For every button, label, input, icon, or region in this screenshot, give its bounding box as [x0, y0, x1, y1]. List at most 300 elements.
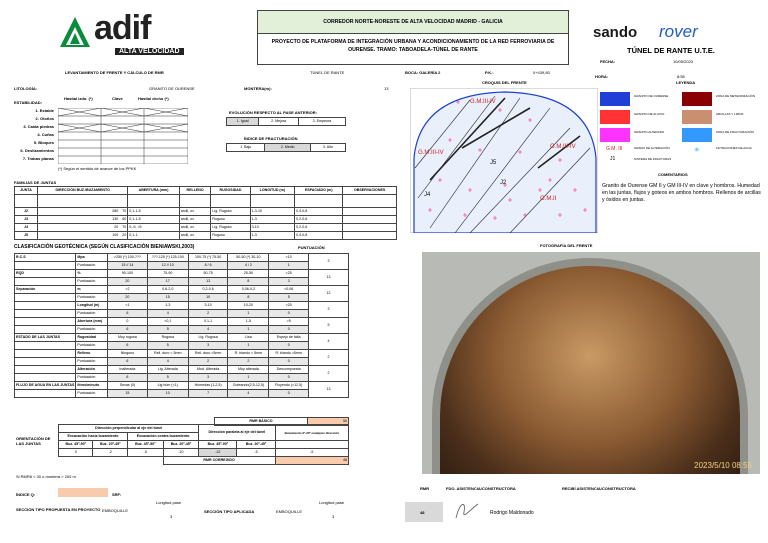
- croquis-label: G.M.III-IV: [470, 99, 496, 105]
- rmr-basico-value: 50: [308, 418, 349, 426]
- clasif-sub: Puntuación: [76, 262, 108, 270]
- orient-col: Buz. 20º-45º: [93, 441, 127, 449]
- estab-row-label: 3. Caída piedras: [23, 124, 54, 129]
- comentarios-text: Granito de Ourense GM II y GM III-IV en clave y hombros. Humedad en las juntas, flujos y goteos en ambos hombros. Rellenos de arcillas y óxidos en juntas.: [602, 183, 761, 204]
- evol-igual: 1. Igual: [227, 118, 259, 126]
- clasif-cell: 17: [147, 278, 188, 286]
- table-row: [15, 262, 349, 270]
- croquis-label: G.M.III-IV: [418, 150, 444, 156]
- table-row: [15, 254, 349, 262]
- clasif-table: [14, 253, 349, 398]
- firmante-nombre: Rodrigo Maldonado: [490, 510, 534, 516]
- clasif-score: 3: [309, 302, 349, 318]
- orientacion-block: [14, 424, 349, 468]
- clasif-cell: 0: [269, 310, 309, 318]
- clasif-sub: Puntuación: [76, 342, 108, 350]
- clasif-group: [15, 318, 76, 326]
- clasif-cell: 4: [188, 326, 228, 334]
- table-row: [15, 232, 397, 240]
- fracturacion-title: ÍNDICE DE FRACTURACIÓN: [244, 136, 298, 141]
- clasif-group: [15, 278, 76, 286]
- clasif-sub: litros/minuto: [76, 382, 108, 390]
- fam-header: LONGITUD (m): [250, 187, 295, 195]
- longitud-value-1: 3: [170, 514, 173, 519]
- orient-col: Buz. 45º-90º: [59, 441, 93, 449]
- estab-row-label: 5. Bloques: [33, 140, 54, 145]
- evol-empeora: 3. Empeora: [298, 118, 345, 126]
- clasif-cell: Lig. Rugosa: [188, 334, 228, 342]
- clasif-cell: Muy rugosa: [108, 334, 148, 342]
- tunnel-name: TÚNEL DE RANTE: [310, 70, 345, 75]
- adif-subtitle: ALTA VELOCIDAD: [115, 48, 184, 55]
- clasif-cell: <10: [269, 254, 309, 262]
- familias-table: [14, 186, 397, 240]
- clasif-cell: 15: [147, 294, 188, 302]
- croquis-label: J4: [424, 192, 431, 198]
- legend-swatch: [600, 92, 630, 106]
- corridor-title: CORREDOR NORTE-NORESTE DE ALTA VELOCIDAD MADRID - GALICIA: [323, 19, 503, 25]
- fam-header: RELLENO: [179, 187, 211, 195]
- clasif-cell: Mod. Alterada: [188, 366, 228, 374]
- clasif-cell: 1-5: [228, 318, 269, 326]
- fecha-value: 10/05/2023: [673, 59, 694, 64]
- clasif-sub: m: [76, 286, 108, 294]
- legend-swatch: [682, 128, 712, 142]
- clasif-cell: 90-100: [108, 270, 148, 278]
- montera-value: 13: [384, 86, 389, 91]
- fam-cell: [343, 208, 397, 216]
- clasif-sub: Puntuación: [76, 326, 108, 334]
- evol-mejora: 2. Mejora: [259, 118, 298, 126]
- clasif-sub: Abertura (mm): [76, 318, 108, 326]
- hora-value: 8:55: [677, 74, 685, 79]
- clasif-cell: Rell. duro >5mm: [188, 350, 228, 358]
- ute-logo: [593, 24, 743, 64]
- evolucion-title: EVOLUCIÓN RESPECTO AL PASE ANTERIOR:: [229, 110, 317, 115]
- clasif-sub: Puntuación: [76, 390, 108, 398]
- table-row: [15, 310, 349, 318]
- orient-col: Buz. 20º-45º: [237, 441, 275, 449]
- table-row: [15, 294, 349, 302]
- estabilidad-note: (*) Según el sentido de avance de los PPKK: [58, 166, 137, 171]
- clasif-cell: 1: [228, 310, 269, 318]
- clasif-group: [15, 374, 76, 382]
- orient-val: -2: [93, 449, 127, 457]
- clasif-sub: Puntuación: [76, 310, 108, 318]
- frac-alto: 3. Alto: [310, 144, 345, 152]
- clasif-group: R.C.S: [15, 254, 76, 262]
- clasif-cell: >5: [269, 318, 309, 326]
- clasif-cell: <1: [108, 302, 148, 310]
- clasif-score: 2: [309, 366, 349, 382]
- clasif-cell: 6: [108, 374, 148, 382]
- croquis-label: J2: [500, 180, 507, 186]
- clasif-cell: <0,06: [269, 286, 309, 294]
- clasif-cell: 3-10: [188, 302, 228, 310]
- clasif-sub: Puntuación: [76, 294, 108, 302]
- clasif-cell: >2: [108, 286, 148, 294]
- clasif-cell: 2: [188, 310, 228, 318]
- row-two: [5, 65, 765, 85]
- orient-table: [58, 424, 349, 465]
- legend-item-label: ZONA DE FRACTURACIÓN: [716, 130, 754, 134]
- orient-val: -5: [127, 449, 163, 457]
- clasif-cell: 4: [147, 358, 188, 366]
- clasif-score: 4: [309, 334, 349, 350]
- legend-item-label: GRANITO DE OURENSE: [634, 94, 669, 98]
- clasif-cell: 13: [188, 278, 228, 286]
- fam-cell: 0,4-0,8: [295, 232, 343, 240]
- fam-header: DIRECCIÓN BUZ./BUZAMIENTO: [38, 187, 128, 195]
- clasif-cell: 5: [147, 326, 188, 334]
- clasif-sub: Puntuación: [76, 374, 108, 382]
- longitud-value-2: 3: [332, 514, 335, 519]
- fam-cell: 1-3: [250, 216, 295, 224]
- litologia-value: GRANITO DE OURENSE: [149, 86, 195, 91]
- fam-header: RUGOSIDAD: [211, 187, 250, 195]
- fam-cell: arcill, ox: [179, 208, 211, 216]
- clasif-cell: 0,6-2,0: [147, 286, 188, 294]
- clasif-cell: R. blando >5mm: [269, 350, 309, 358]
- estab-row-label: 1. Estable: [35, 108, 54, 113]
- clasif-cell: 1: [269, 262, 309, 270]
- clasif-cell: Secas (0): [108, 382, 148, 390]
- clasif-cell: 0,2-0,6: [188, 286, 228, 294]
- croquis-sketch: [410, 88, 598, 233]
- clasif-cell: Ninguno: [108, 350, 148, 358]
- clasif-cell: Goteando(2,5-12,5): [228, 382, 269, 390]
- photo-timestamp: 2023/5/10 08:55: [694, 461, 752, 470]
- clasif-cell: 2: [228, 358, 269, 366]
- clasif-score: 5: [309, 318, 349, 334]
- clasif-cell: 1: [228, 374, 269, 382]
- clasif-cell: 6: [108, 342, 148, 350]
- bottom-left: [14, 472, 349, 538]
- clasif-cell: 0: [269, 390, 309, 398]
- legend-fracture-icon: J1: [610, 156, 616, 162]
- project-title: PROYECTO DE PLATAFORMA DE INTEGRACIÓN URBANA Y ACONDICIONAMIENTO DE LA RED FERROVIARIA DE OURENSE. TRAMO: TABOADELA-TÚNEL DE RANTE: [271, 39, 555, 53]
- clasif-cell: 4: [147, 310, 188, 318]
- col-clave: Clave: [112, 96, 123, 101]
- clasif-cell: 0: [108, 318, 148, 326]
- fam-cell: arcill, ox: [179, 216, 211, 224]
- table-row: [15, 374, 349, 382]
- fam-header: ABERTURA (mm): [128, 187, 180, 195]
- fam-cell: 0,1-1-5: [128, 216, 180, 224]
- clasif-group: [15, 390, 76, 398]
- signature-row: [400, 480, 765, 538]
- clasif-group: FLUJO DE AGUA EN LAS JUNTAS: [15, 382, 76, 390]
- clasif-cell: 15 // 14: [108, 262, 148, 270]
- clasif-cell: <25: [269, 270, 309, 278]
- clasif-score: 2: [309, 350, 349, 366]
- clasif-group: ESTADO DE LAS JUNTAS: [15, 334, 76, 342]
- orient-buz: Buzamiento 0º-20º cualquier dirección: [275, 425, 348, 441]
- legend-swatch: [600, 110, 630, 124]
- clasif-cell: 10: [188, 294, 228, 302]
- clasif-cell: 20: [108, 278, 148, 286]
- ute-name: TÚNEL DE RANTE U.T.E.: [627, 46, 715, 55]
- fam-header: JUNTA: [15, 187, 38, 195]
- clasif-cell: 6: [108, 358, 148, 366]
- clasif-cell: 0,06-0,2: [228, 286, 269, 294]
- clasif-sub: Rugosidad: [76, 334, 108, 342]
- orient-val: -5: [237, 449, 275, 457]
- fam-cell: J5: [15, 232, 38, 240]
- legend-swatch: [600, 128, 630, 142]
- fam-header: OBSERVACIONES: [343, 187, 397, 195]
- clasif-score: 13: [309, 382, 349, 398]
- table-row: [15, 286, 349, 294]
- clasif-group: RQD: [15, 270, 76, 278]
- clasif-cell: >250 (*) 100-???: [108, 254, 148, 262]
- table-row: [15, 342, 349, 350]
- clasif-group: [15, 262, 76, 270]
- clasif-cell: 1: [228, 326, 269, 334]
- fam-cell: Lig. Rugoso: [211, 208, 250, 216]
- fam-cell: 100 20: [38, 232, 128, 240]
- clasif-cell: Rugosa: [147, 334, 188, 342]
- fam-cell: arcill, ox: [179, 232, 211, 240]
- frac-bajo: 1. Bajo: [227, 144, 265, 152]
- fdo-label: FDO. ASISTENCIA/CONSTRUCTORA: [446, 486, 516, 491]
- orient-col: Buz. 20º-45º: [163, 441, 199, 449]
- familias-title: FAMILIAS DE JUNTAS: [14, 180, 57, 185]
- fam-cell: 1-3-10: [250, 208, 295, 216]
- orient-val: -12: [199, 449, 237, 457]
- clasif-cell: 12 // 10: [147, 262, 188, 270]
- srf-label: SRF:: [112, 492, 122, 497]
- fam-cell: 130 60: [38, 216, 128, 224]
- emboquille-1: EMBOQUILLE: [102, 508, 129, 513]
- clasif-cell: ???-125 (*) 125-100: [147, 254, 188, 262]
- clasif-cell: 1-3: [147, 302, 188, 310]
- clasif-cell: 75-90: [147, 270, 188, 278]
- orient-col: Buz. 45º-90º: [199, 441, 237, 449]
- clasif-cell: >20: [269, 302, 309, 310]
- table-row: [15, 366, 349, 374]
- sando-wordmark: sando: [593, 24, 638, 41]
- estab-row-label: 7. Trabas planas: [22, 156, 54, 161]
- table-row: [15, 208, 397, 216]
- puntuacion-header: PUNTUACIÓN: [298, 245, 325, 250]
- fam-cell: 20 70: [38, 224, 128, 232]
- table-row: [15, 224, 397, 232]
- estabilidad-label: ESTABILIDAD:: [14, 100, 42, 105]
- clasif-cell: 6: [108, 310, 148, 318]
- litologia-label: LITOLOGÍA:: [14, 86, 38, 91]
- croquis-title: CROQUIS DEL FRENTE: [482, 80, 527, 85]
- fam-cell: J4: [15, 224, 38, 232]
- fam-cell: J3: [15, 216, 38, 224]
- fam-cell: [343, 224, 397, 232]
- clasif-cell: 0: [269, 326, 309, 334]
- legend-gm-icon: G.M. III: [606, 146, 623, 152]
- table-row: [15, 318, 349, 326]
- rmr-basico-label: RMR BÁSICO: [215, 418, 308, 426]
- clasif-cell: 1: [228, 342, 269, 350]
- indice-q-label: ÍNDICE Q:: [16, 492, 36, 497]
- litologia-row: [14, 86, 394, 94]
- legend-item-label: SISTEMA DE FRACTURAS: [634, 157, 672, 161]
- clasif-group: [15, 294, 76, 302]
- recibi-label: RECIBÍ ASISTENCIA/CONSTRUCTORA: [562, 486, 636, 491]
- signature-scribble: [452, 498, 482, 527]
- clasif-cell: 3: [188, 374, 228, 382]
- table-row: [15, 302, 349, 310]
- croquis-label: J5: [490, 160, 497, 166]
- clasif-cell: 2: [188, 358, 228, 366]
- clasif-cell: 3: [269, 278, 309, 286]
- fam-cell: 1-3: [250, 232, 295, 240]
- clasif-cell: 7: [188, 390, 228, 398]
- clasif-cell: 0: [269, 374, 309, 382]
- legend-item-label: GRADO DE ALTERACIÓN: [634, 146, 670, 150]
- table-row: [15, 382, 349, 390]
- clasif-cell: R. blando < 5mm: [228, 350, 269, 358]
- rmr-corregido-label: RMR CORREGIDO: [163, 457, 275, 465]
- clasif-cell: 15: [108, 390, 148, 398]
- table-row: [15, 334, 349, 342]
- clasif-cell: 50-50 (*) 30-10: [228, 254, 269, 262]
- clasif-cell: Lisa: [228, 334, 269, 342]
- fam-cell: 280 70: [38, 208, 128, 216]
- adif-logo: [60, 9, 195, 60]
- clasif-group: [15, 358, 76, 366]
- orient-perp: Dirección perpendicular al eje del túnel: [59, 425, 199, 433]
- sheet-title: LEVANTAMIENTO DE FRENTE Y CÁLCULO DE RMR: [65, 70, 164, 75]
- fam-cell: Lig. Rugoso: [211, 224, 250, 232]
- clasif-cell: 100-75 (*) 75-50: [188, 254, 228, 262]
- clasif-group: [15, 350, 76, 358]
- clasif-group: Separación: [15, 286, 76, 294]
- fam-cell: 0,1-1-5: [128, 208, 180, 216]
- table-row: [15, 270, 349, 278]
- legend-item-label: GRANITO ALTERADO: [634, 130, 665, 134]
- col-hastial-drcho: Hastial drcho (*): [138, 96, 169, 101]
- comentarios-title: COMENTARIOS: [658, 172, 688, 177]
- orient-sub1: Excavación hacia buzamiento: [59, 433, 128, 441]
- clasif-sub: Longitud (m): [76, 302, 108, 310]
- clasif-score: 12: [309, 286, 349, 302]
- clasif-title: CLASIFICACIÓN GEOTÉCNICA (SEGÚN CLASIFICACIÓN BIENIAWSKI,2003): [14, 244, 195, 250]
- estab-row-label: 2. Otoños: [35, 116, 54, 121]
- clasif-cell: 5: [269, 294, 309, 302]
- clasif-sub: Puntuación: [76, 358, 108, 366]
- clasif-sub: Mpa: [76, 254, 108, 262]
- table-row: [15, 358, 349, 366]
- fam-cell: 0,2-0,6: [295, 216, 343, 224]
- clasif-cell: Descompuesta: [269, 366, 309, 374]
- estabilidad-grid: [58, 108, 188, 164]
- adif-emblem-icon: [60, 17, 90, 51]
- croquis-label: G.M.II: [540, 196, 557, 202]
- estab-row-label: 6. Deslizamientos: [20, 148, 54, 153]
- evolucion-table: [226, 117, 346, 126]
- emboquille-2: EMBOQUILLE: [276, 509, 303, 514]
- clasif-group: [15, 310, 76, 318]
- clasif-cell: 6: [108, 326, 148, 334]
- clasif-sub: Puntuación: [76, 278, 108, 286]
- clasif-cell: Rell. duro < 5mm: [147, 350, 188, 358]
- orient-par: Dirección paralela al eje del túnel: [199, 425, 275, 441]
- croquis-label: G.M.III-IV: [550, 144, 576, 150]
- fecha-label: FECHA:: [600, 59, 616, 64]
- q-note: Si RMR6 < 30 o montera > 200 m: [16, 474, 76, 479]
- clasif-group: [15, 342, 76, 350]
- clasif-cell: 0,1-1: [188, 318, 228, 326]
- clasif-cell: 5: [147, 342, 188, 350]
- boca: BOCA: GALERÍA 2: [405, 70, 441, 75]
- clasif-cell: Húmedas (1-2,5): [188, 382, 228, 390]
- fracturacion-table: [226, 143, 346, 152]
- clasif-sub: Relleno: [76, 350, 108, 358]
- seccion-propuesta-label: SECCIÓN TIPO PROPUESTA EN PROYECTO: [16, 507, 101, 512]
- clasif-cell: 10: [147, 390, 188, 398]
- fam-cell: 0,-5, >5: [128, 224, 180, 232]
- adif-wordmark: adif: [94, 9, 151, 47]
- pk-label: P.K.:: [485, 70, 494, 75]
- clasif-group: [15, 302, 76, 310]
- orient-col: Buz. 45º-90º: [127, 441, 163, 449]
- foto-title: FOTOGRAFÍA DEL FRENTE: [540, 243, 593, 248]
- face-photo: [422, 252, 760, 474]
- rmr-final-label: RMR: [420, 486, 430, 491]
- clasif-group: [15, 366, 76, 374]
- clasif-cell: 8 / 6: [188, 262, 228, 270]
- rmr-corregido-value: 48: [275, 457, 348, 465]
- frac-medio: 2. Medio: [265, 144, 310, 152]
- indice-q-field[interactable]: [58, 488, 108, 497]
- estabilidad-block: [14, 96, 399, 176]
- clasif-cell: 5: [147, 374, 188, 382]
- clasif-cell: Inalterada: [108, 366, 148, 374]
- fam-cell: Rugoso: [211, 232, 250, 240]
- fam-cell: arcill, ox: [179, 224, 211, 232]
- clasif-cell: 4: [228, 390, 269, 398]
- col-hastial-izdo: Hastial izdo. (*): [64, 96, 93, 101]
- seccion-aplicada-label: SECCIÓN TIPO APLICADA: [204, 509, 255, 514]
- clasif-sub: Alteración: [76, 366, 108, 374]
- clasif-sub: %: [76, 270, 108, 278]
- legend-swatch: [682, 92, 712, 106]
- clasif-cell: 0: [269, 358, 309, 366]
- longitud-label-2: Longitud pase: [319, 500, 345, 505]
- rover-wordmark: rover: [659, 22, 698, 41]
- clasif-cell: Fluyendo (>12,5): [269, 382, 309, 390]
- legend-swatch: [682, 110, 712, 124]
- montera-label: MONTERA(m):: [244, 86, 272, 91]
- clasif-cell: Lig húm (<1): [147, 382, 188, 390]
- legend-item-label: GRANITO DE ALUVIO: [634, 112, 665, 116]
- fam-cell: J2: [15, 208, 38, 216]
- fam-cell: Rugoso: [211, 216, 250, 224]
- fam-cell: 0,1-1: [128, 232, 180, 240]
- legend-title: LEYENDA: [676, 80, 696, 85]
- legend-box: [600, 88, 765, 166]
- orient-sub2: Excavación contra buzamiento: [127, 433, 198, 441]
- fam-cell: 3-10: [250, 224, 295, 232]
- fam-cell: [343, 232, 397, 240]
- orientacion-label: ORIENTACIÓN DE LAS JUNTAS: [16, 436, 51, 446]
- table-row: [15, 326, 349, 334]
- corridor-banner: [257, 10, 569, 34]
- orient-val: -5: [275, 449, 348, 457]
- estabilidad-rows: [14, 108, 54, 164]
- table-row: [15, 390, 349, 398]
- clasif-cell: <0,1: [147, 318, 188, 326]
- clasif-cell: 8: [228, 278, 269, 286]
